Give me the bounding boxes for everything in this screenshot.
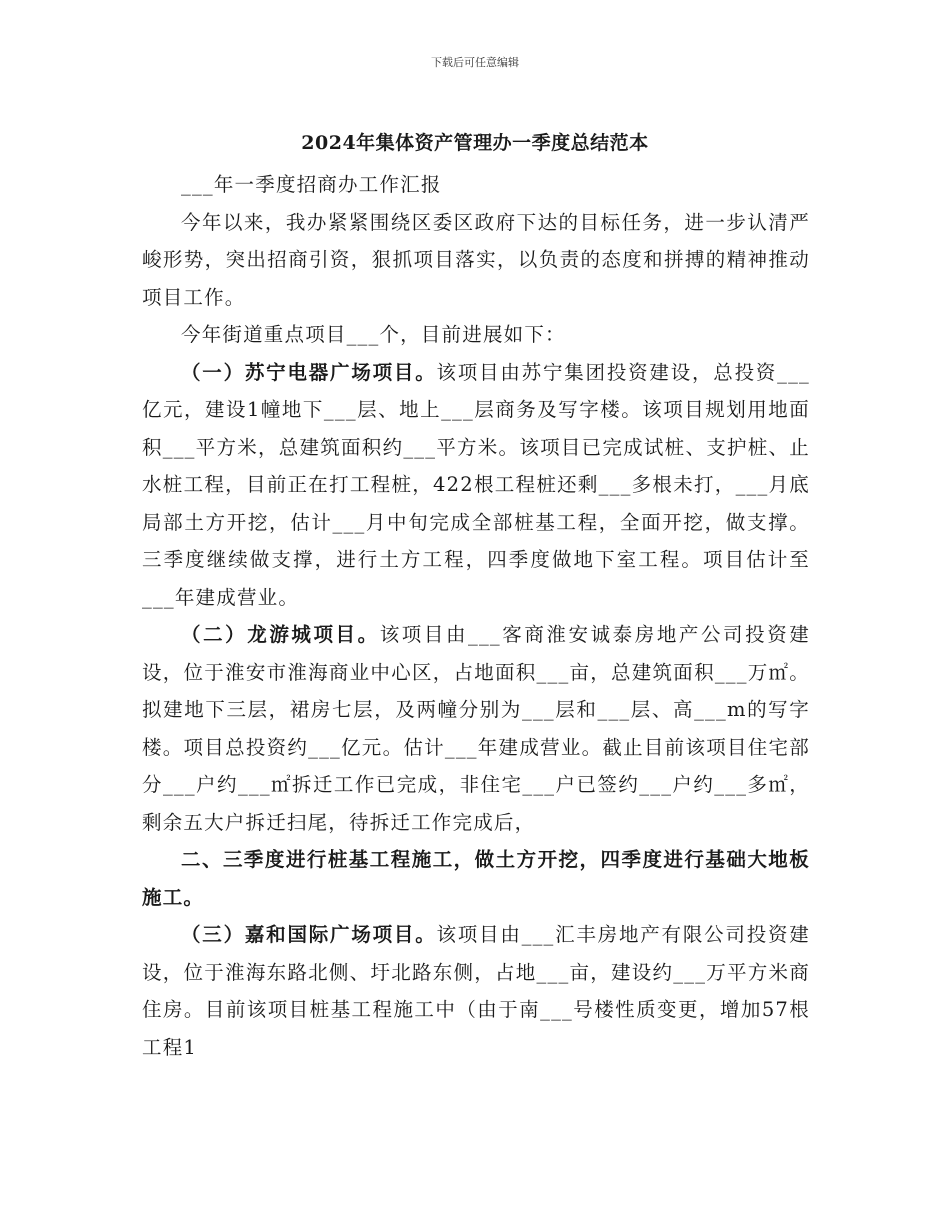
paragraph-longyou-project: （二）龙游城项目。该项目由___客商淮安诚泰房地产公司投资建设，位于淮安市淮海商业中心区，占地面积___亩，总建筑面积___万㎡。拟建地下三层，裙房七层，及两幢分别为___层和___层、高___m的写字楼。项目总投资约___亿元。估计___年建成营业。截止目前该项目住宅部分___户约___㎡拆迁工作已完成，非住宅___户已签约___户约___多㎡，剩余五大户拆迁扫尾，待拆迁工作完成后， xyxy=(142,623,810,834)
paragraph-jiahe-project: （三）嘉和国际广场项目。该项目由___汇丰房地产有限公司投资建设，位于淮海东路北侧、圩北路东侧，占地___亩，建设约___万平方米商住房。目前该项目桩基工程施工中（由于南___号楼性质变更，增加57根工程1 xyxy=(142,923,810,1059)
paragraph-lead: （二）龙游城项目。 xyxy=(181,623,380,646)
paragraph-intro: 今年以来，我办紧紧围绕区委区政府下达的目标任务，进一步认清严峻形势，突出招商引资，狠抓项目落实，以负责的态度和拼搏的精神推动项目工作。 xyxy=(142,210,810,309)
document-title: 2024年集体资产管理办一季度总结范本 xyxy=(301,132,649,154)
paragraph-report-title: ___年一季度招商办工作汇报 xyxy=(181,173,442,196)
paragraph-lead: （三）嘉和国际广场项目。 xyxy=(181,923,437,946)
paragraph-suning-project: （一）苏宁电器广场项目。该项目由苏宁集团投资建设，总投资___亿元，建设1幢地下___层、地上___层商务及写字楼。该项目规划用地面积___平方米，总建筑面积约___平方米。该项目已完成试桩、支护桩、止水桩工程，目前正在打工程桩，422根工程桩还剩___多根未打，___月底局部土方开挖，估计___月中旬完成全部桩基工程，全面开挖，做支撑。三季度继续做支撑，进行土方工程，四季度做地下室工程。项目估计至___年建成营业。 xyxy=(142,360,810,609)
paragraph-q2-q3-plan: 二、三季度进行桩基工程施工，做土方开挖，四季度进行基础大地板施工。 xyxy=(142,848,810,909)
document-body xyxy=(142,166,810,1066)
header-note: 下载后可任意编辑 xyxy=(431,56,519,69)
paragraph-lead: （一）苏宁电器广场项目。 xyxy=(181,360,437,384)
paragraph-project-count: 今年街道重点项目___个，目前进展如下： xyxy=(181,323,566,346)
